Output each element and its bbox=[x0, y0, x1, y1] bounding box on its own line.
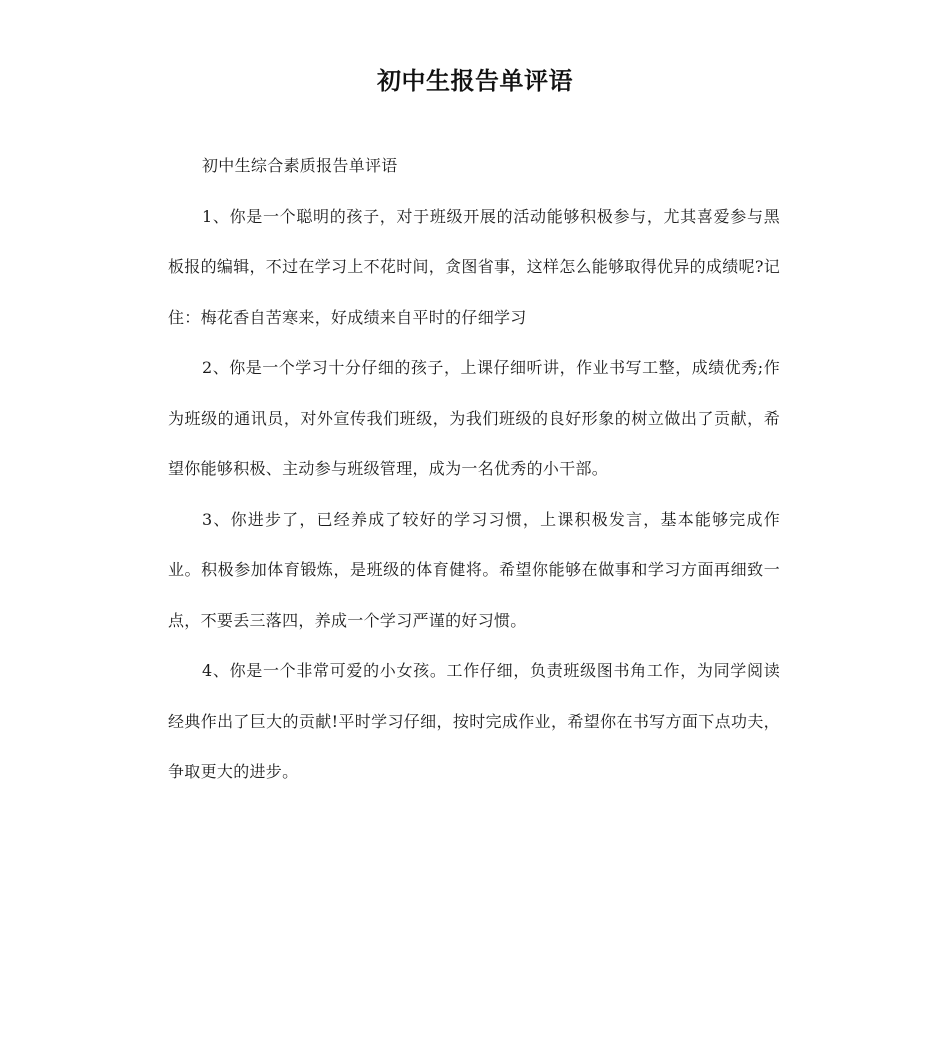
paragraph-4: 4、你是一个非常可爱的小女孩。工作仔细，负责班级图书角工作，为同学阅读经典作出了巨大的贡献!平时学习仔细，按时完成作业，希望你在书写方面下点功夫，争取更大的进步。 bbox=[168, 661, 780, 781]
document-body bbox=[168, 141, 780, 798]
paragraph-2: 2、你是一个学习十分仔细的孩子，上课仔细听讲，作业书写工整，成绩优秀;作为班级的通讯员，对外宣传我们班级，为我们班级的良好形象的树立做出了贡献，希望你能够积极、主动参与班级管理，成为一名优秀的小干部。 bbox=[168, 358, 780, 478]
paragraph-3: 3、你进步了，已经养成了较好的学习习惯，上课积极发言，基本能够完成作业。积极参加体育锻炼，是班级的体育健将。希望你能够在做事和学习方面再细致一点，不要丢三落四，养成一个学习严谨的好习惯。 bbox=[168, 509, 780, 630]
paragraph-1: 1、你是一个聪明的孩子，对于班级开展的活动能够积极参与，尤其喜爱参与黑板报的编辑，不过在学习上不花时间，贪图省事，这样怎么能够取得优异的成绩呢?记住：梅花香自苦寒来，好成绩来自平时的仔细学习 bbox=[168, 206, 780, 327]
page-title: 初中生报告单评语 bbox=[377, 67, 573, 95]
document-subtitle: 初中生综合素质报告单评语 bbox=[202, 156, 398, 175]
